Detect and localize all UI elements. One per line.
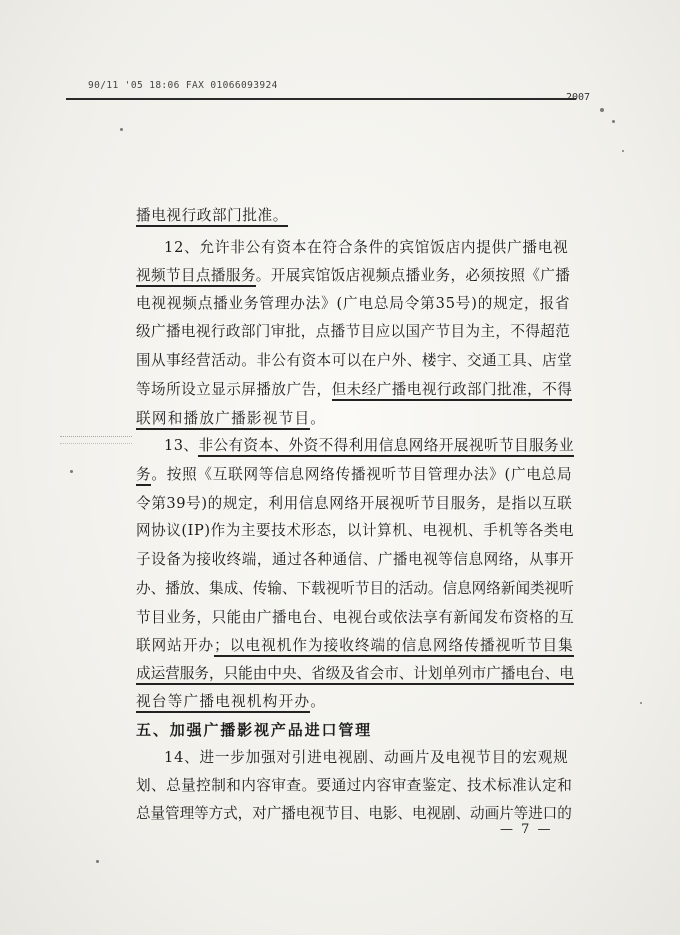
text-line (136, 579, 574, 599)
text-segment: 。开展宾馆饭店视频点播业务，必须按照《广播 (255, 267, 571, 284)
text-line (164, 436, 574, 456)
fax-page-mark: 2007 (566, 92, 591, 103)
text-line (136, 804, 572, 824)
underlined-phrase: 务 (136, 466, 151, 486)
text-segment: 12、允许非公有资本在符合条件的宾馆饭店内提供广播电视 (164, 239, 569, 256)
text-line (164, 748, 568, 768)
scan-speck (622, 150, 624, 152)
fax-header-rule (66, 98, 576, 100)
text-segment: 13、 (164, 437, 199, 454)
text-line (136, 776, 572, 796)
text-segment: 联网站开办 (136, 637, 215, 654)
underlined-phrase: ；以电视机作为接收终端的信息网络传播视听节目集 (214, 637, 574, 657)
text-line (136, 465, 572, 485)
text-line (136, 521, 574, 541)
fax-header: 90/11 '05 18:06 FAX 01066093924 (88, 80, 278, 91)
text-segment: 总量管理等方式，对广播电视节目、电影、电视剧、动画片等进口的 (136, 805, 572, 822)
text-segment: 子设备为接收终端，通过各种通信、广播电视等信息网络，从事开 (136, 551, 575, 568)
underlined-phrase: 成运营服务，只能由中央、省级及省会市、计划单列市广播电台、电 (136, 665, 574, 685)
text-line (136, 692, 326, 712)
scan-speck (120, 128, 123, 131)
text-segment: 划、总量控制和内容审查。要通过内容审查鉴定、技术标准认定和 (136, 777, 573, 794)
section-heading (136, 720, 372, 740)
text-line (136, 322, 570, 342)
text-segment: 等场所设立显示屏播放广告， (136, 381, 332, 398)
fax-side-smudge (60, 436, 132, 444)
text-segment: 办、播放、集成、传输、下载视听节目的活动。信息网络新闻类视听 (136, 580, 574, 597)
underlined-phrase: 但未经广播电视行政部门批准，不得 (332, 381, 573, 401)
text-segment: 网协议(IP)作为主要技术形态，以计算机、电视机、手机等各类电 (136, 522, 575, 539)
text-line (136, 380, 572, 400)
scan-speck (96, 860, 99, 863)
underlined-phrase: 非公有资本、外资不得利用信息网络开展视听节目服务业 (198, 437, 574, 457)
text-segment: 电视视频点播业务管理办法》(广电总局令第35号)的规定，报省 (136, 295, 571, 312)
scan-speck (600, 108, 604, 112)
text-segment: 五、加强广播影视产品进口管理 (136, 721, 373, 739)
text-segment: 。 (310, 693, 327, 710)
text-segment: 。按照《互联网等信息网络传播视听节目管理办法》(广电总局 (151, 466, 573, 483)
text-line (136, 664, 574, 684)
text-line (136, 608, 574, 628)
text-line (136, 636, 574, 656)
underlined-phrase: 视频节目点播服务 (136, 267, 256, 287)
text-segment: 令第39号)的规定，利用信息网络开展视听节目服务，是指以互联 (136, 495, 573, 512)
text-line (136, 206, 288, 226)
text-line (136, 351, 572, 371)
text-segment: 14、进一步加强对引进电视剧、动画片及电视节目的宏观规 (164, 749, 569, 766)
text-line (136, 494, 572, 514)
text-segment: 。 (310, 410, 327, 427)
text-line (136, 294, 570, 314)
underlined-phrase: 联网和播放广播影视节目 (136, 410, 310, 430)
text-line (136, 409, 326, 429)
text-line (136, 550, 574, 570)
underlined-phrase: 播电视行政部门批准。 (136, 207, 288, 227)
text-segment: 围从事经营活动。非公有资本可以在户外、楼宇、交通工具、店堂 (136, 352, 573, 369)
text-segment: 节目业务，只能由广播电台、电视台或依法享有新闻发布资格的互 (136, 609, 575, 626)
page-number: — 7 — (500, 822, 553, 837)
text-line (136, 266, 570, 286)
scan-speck (612, 120, 615, 123)
text-segment: 级广播电视行政部门审批，点播节目应以国产节目为主，不得超范 (136, 323, 571, 340)
text-line (164, 238, 568, 258)
scan-speck (70, 470, 73, 473)
underlined-phrase: 视台等广播电视机构开办 (136, 693, 310, 713)
